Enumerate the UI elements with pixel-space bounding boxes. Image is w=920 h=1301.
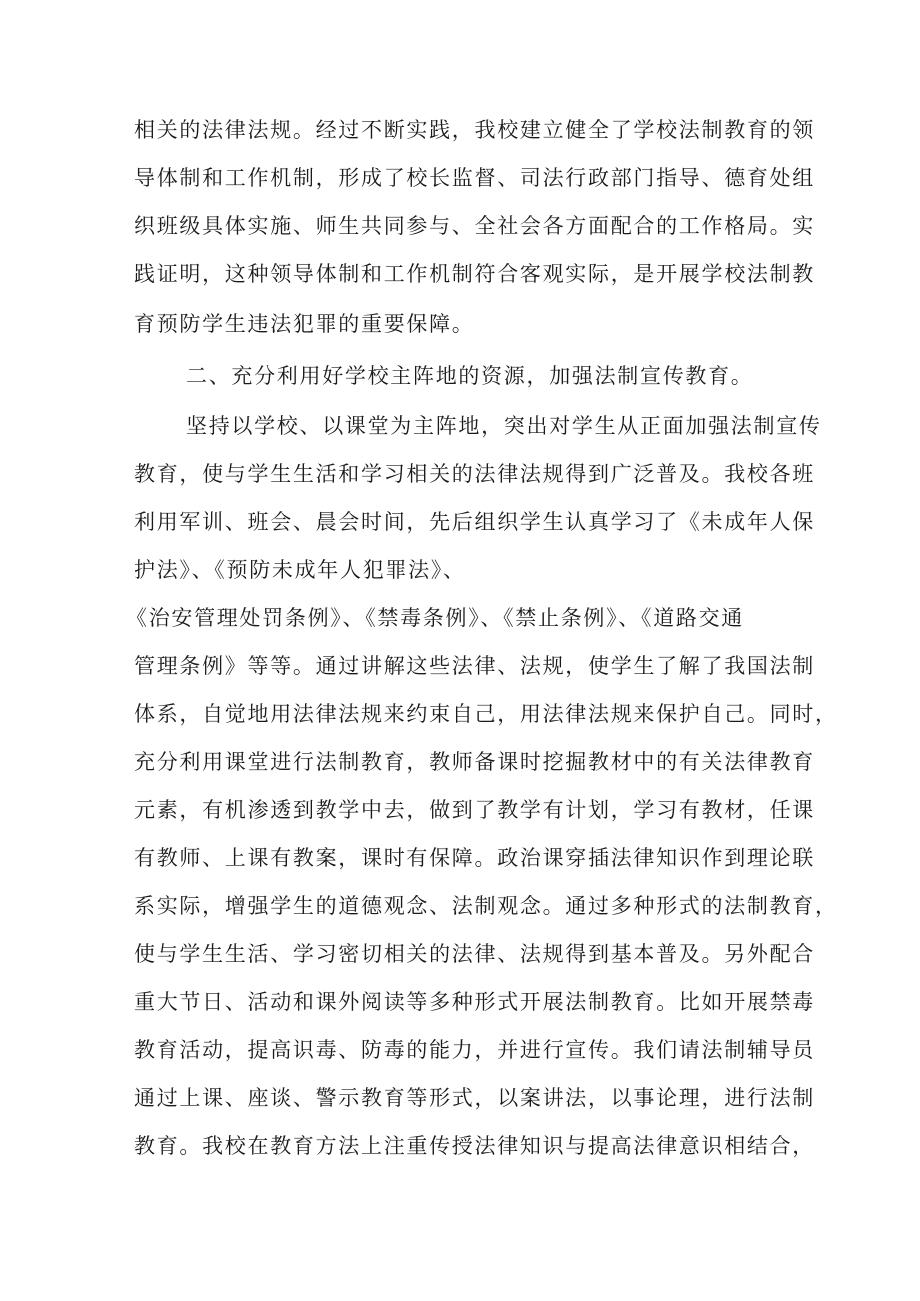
- text-line: 有教师、上课有教案，课时有保障。政治课穿插法律知识作到理论联: [134, 846, 815, 870]
- text-line: 教育，使与学生生活和学习相关的法律法规得到广泛普及。我校各班: [134, 462, 815, 486]
- text-line: 管理条例》等等。通过讲解这些法律、法规，使学生了解了我国法制: [134, 654, 815, 678]
- paragraph-first-line: 坚持以学校、以课堂为主阵地，突出对学生从正面加强法制宣传: [186, 414, 822, 438]
- text-line: 通过上课、座谈、警示教育等形式，以案讲法，以事论理，进行法制: [134, 1086, 815, 1110]
- text-line: 织班级具体实施、师生共同参与、全社会各方面配合的工作格局。实: [134, 214, 815, 238]
- text-line: 《治安管理处罚条例》、《禁毒条例》、《禁止条例》、《道路交通: [126, 606, 744, 630]
- text-line: 体系，自觉地用法律法规来约束自己，用法律法规来保护自己。同时，: [134, 702, 838, 726]
- text-line: 教育。我校在教育方法上注重传授法律知识与提高法律意识相结合，: [134, 1134, 815, 1158]
- text-line: 充分利用课堂进行法制教育，教师备课时挖掘教材中的有关法律教育: [134, 750, 815, 774]
- text-line: 系实际，增强学生的道德观念、法制观念。通过多种形式的法制教育，: [134, 894, 838, 918]
- text-line: 重大节日、活动和课外阅读等多种形式开展法制教育。比如开展禁毒: [134, 990, 815, 1014]
- text-line: 利用军训、班会、晨会时间，先后组织学生认真学习了《未成年人保: [134, 510, 815, 534]
- text-line: 使与学生生活、学习密切相关的法律、法规得到基本普及。另外配合: [134, 942, 815, 966]
- text-line: 导体制和工作机制，形成了校长监督、司法行政部门指导、德育处组: [134, 166, 815, 190]
- text-line: 教育活动，提高识毒、防毒的能力，并进行宣传。我们请法制辅导员: [134, 1038, 815, 1062]
- text-line: 元素，有机渗透到教学中去，做到了教学有计划，学习有教材，任课: [134, 798, 815, 822]
- section-heading: 二、充分利用好学校主阵地的资源，加强法制宣传教育。: [186, 364, 754, 388]
- text-line: 育预防学生违法犯罪的重要保障。: [134, 312, 475, 336]
- text-line: 践证明，这种领导体制和工作机制符合客观实际，是开展学校法制教: [134, 262, 815, 286]
- text-line: 相关的法律法规。经过不断实践，我校建立健全了学校法制教育的领: [134, 118, 815, 142]
- text-line: 护法》、《预防未成年人犯罪法》、: [134, 558, 466, 582]
